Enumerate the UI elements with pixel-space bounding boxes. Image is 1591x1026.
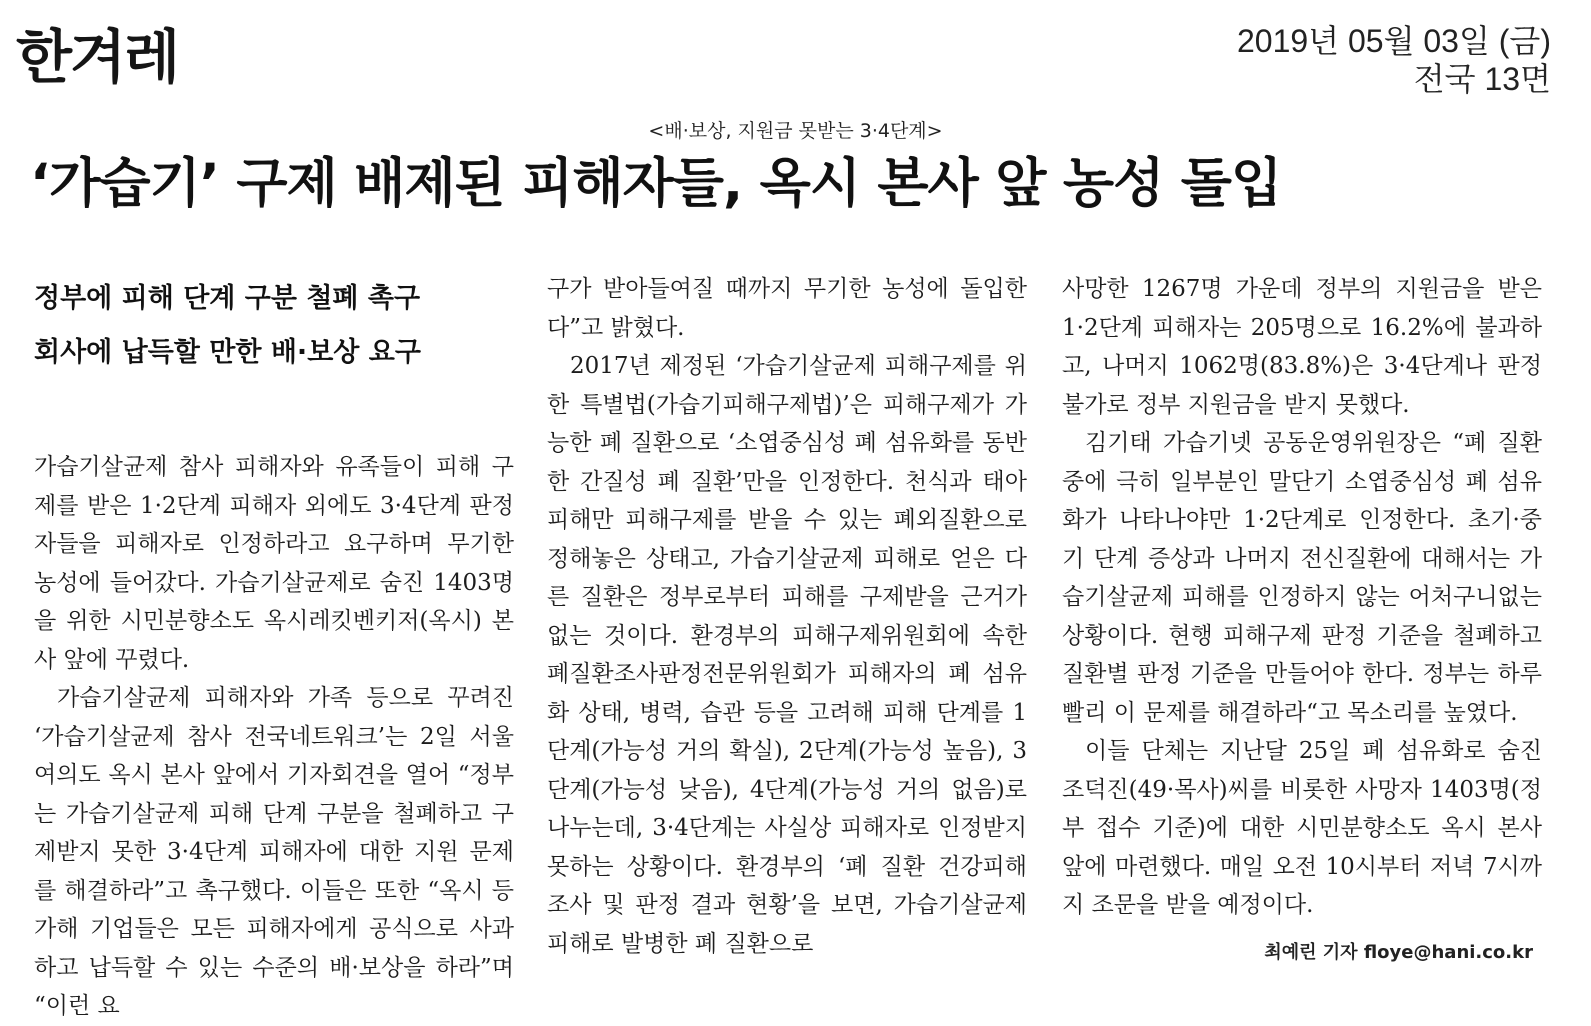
article-column-3 <box>1062 270 1542 925</box>
paragraph-continued: 구가 받아들여질 때까지 무기한 농성에 돌입한다”고 밝혔다. <box>547 276 1027 341</box>
subheadline: 정부에 피해 단계 구분 철폐 촉구 <box>34 283 421 314</box>
byline: 최예린 기자 floye@hani.co.kr <box>1264 942 1533 963</box>
article-column-2 <box>547 270 1027 963</box>
subheadline: 회사에 납득할 만한 배·보상 요구 <box>34 337 421 368</box>
paragraph-continued: 사망한 1267명 가운데 정부의 지원금을 받은 1·2단계 피해자는 205명으로 16.2%에 불과하고, 나머지 1062명(83.8%)은 3·4단계나 판정불가로 정부 지원금을 받지 못했다. <box>1062 276 1542 418</box>
headline-kicker: <배·보상, 지원금 못받는 3·4단계> <box>648 120 943 142</box>
dateline <box>1237 22 1551 98</box>
paragraph: 김기태 가습기넷 공동운영위원장은 “폐 질환 중에 극히 일부분인 말단기 소엽중심성 폐 섬유화가 나타나야만 1·2단계로 인정한다. 초기·중기 단계 증상과 나머지 전신질환에 대해서는 가습기살균제 피해를 인정하지 않는 어처구니없는 상황이다. 현행 피해구제 판정 기준을 철폐하고 질환별 판정 기준을 만들어야 한다. 정부는 하루빨리 이 문제를 해결하라“고 목소리를 높였다. <box>1062 430 1542 726</box>
paragraph: 2017년 제정된 ‘가습기살균제 피해구제를 위한 특별법(가습기피해구제법)’은 피해구제가 가능한 폐 질환으로 ‘소엽중심성 폐 섬유화를 동반한 간질성 폐 질환’만을 인정한다. 천식과 태아 피해만 피해구제를 받을 수 있는 폐외질환으로 정해놓은 상태고, 가습기살균제 피해로 얻은 다른 질환은 정부로부터 피해를 구제받을 근거가 없는 것이다. 환경부의 피해구제위원회에 속한 폐질환조사판정전문위원회가 피해자의 폐 섬유화 상태, 병력, 습관 등을 고려해 피해 단계를 1단계(가능성 거의 확실), 2단계(가능성 높음), 3단계(가능성 낮음), 4단계(가능성 거의 없음)로 나누는데, 3·4단계는 사실상 피해자로 인정받지 못하는 상황이다. 환경부의 ‘폐 질환 건강피해 조사 및 판정 결과 현황’을 보면, 가습기살균제 피해로 발병한 폐 질환으로 <box>547 353 1027 957</box>
page-number: 전국 13면 <box>1413 61 1551 97</box>
paragraph: 가습기살균제 참사 피해자와 유족들이 피해 구제를 받은 1·2단계 피해자 외에도 3·4단계 판정자들을 피해자로 인정하라고 요구하며 무기한 농성에 들어갔다. 가습기살균제로 숨진 1403명을 위한 시민분향소도 옥시레킷벤키저(옥시) 본사 앞에 꾸렸다. <box>34 454 514 673</box>
article-column-1 <box>34 270 514 1026</box>
headline: ‘가습기’ 구제 배제된 피해자들, 옥시 본사 앞 농성 돌입 <box>30 153 1282 214</box>
paragraph: 이들 단체는 지난달 25일 폐 섬유화로 숨진 조덕진(49·목사)씨를 비롯한 사망자 1403명(정부 접수 기준)에 대한 시민분향소도 옥시 본사 앞에 마련했다. 매일 오전 10시부터 저녁 7시까지 조문을 받을 예정이다. <box>1062 738 1542 918</box>
paragraph: 가습기살균제 피해자와 가족 등으로 꾸려진 ‘가습기살균제 참사 전국네트워크’는 2일 서울 여의도 옥시 본사 앞에서 기자회견을 열어 “정부는 가습기살균제 피해 단계 구분을 철폐하고 구제받지 못한 3·4단계 피해자에 대한 지원 문제를 해결하라”고 촉구했다. 이들은 또한 “옥시 등 가해 기업들은 모든 피해자에게 공식으로 사과하고 납득할 수 있는 수준의 배·보상을 하라”며 “이런 요 <box>34 685 514 1019</box>
issue-date: 2019년 05월 03일 (금) <box>1236 23 1551 59</box>
newspaper-logo: 한겨레 <box>16 23 179 91</box>
